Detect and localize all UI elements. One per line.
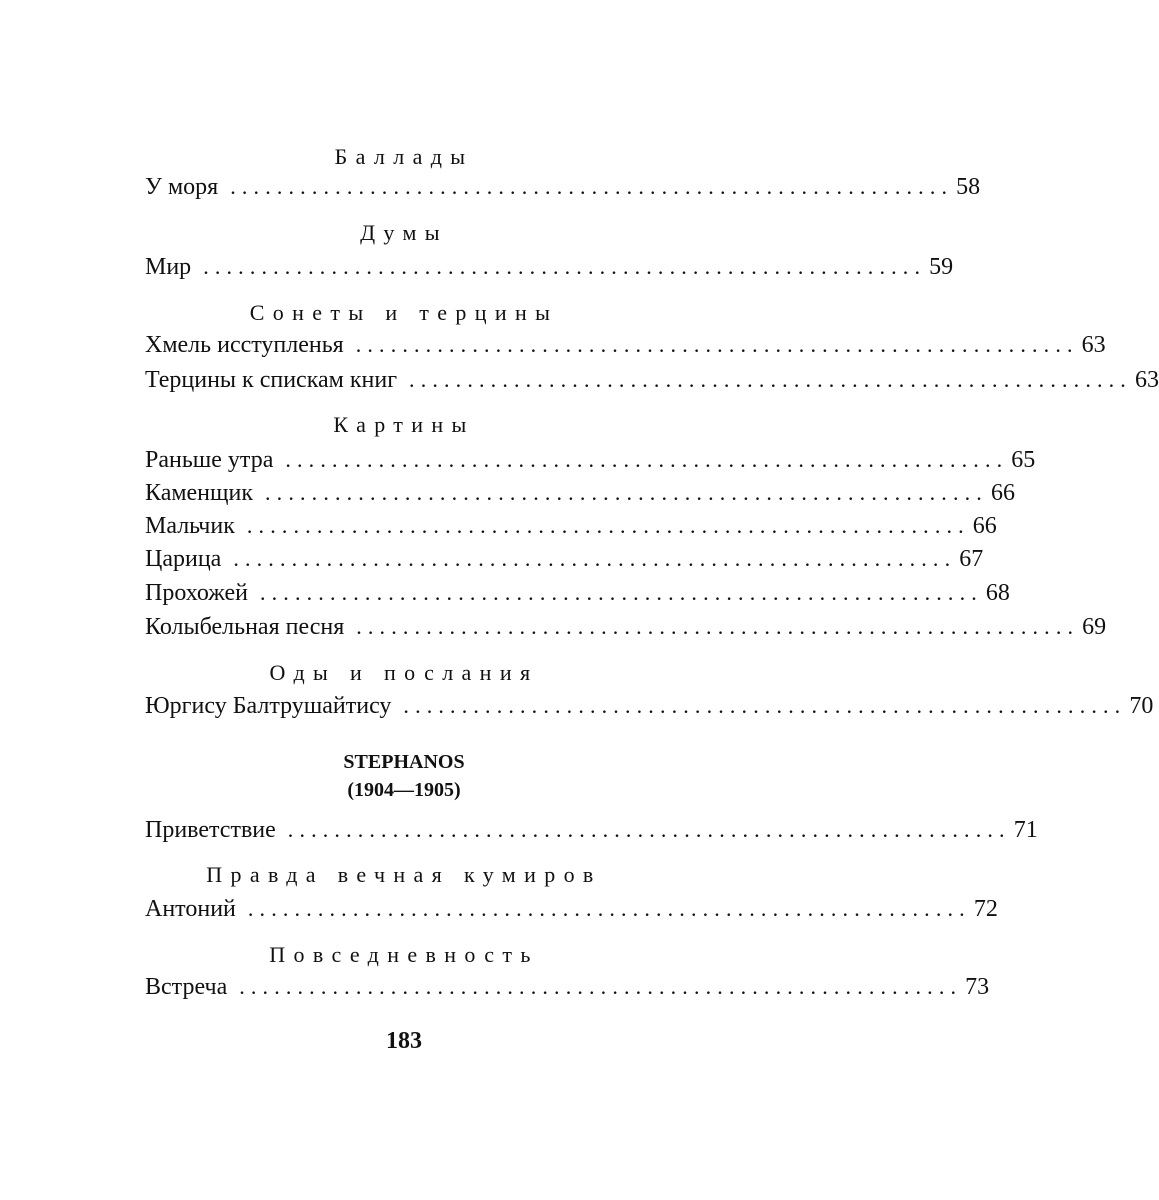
dot-leader: .............................................................. <box>287 817 1011 842</box>
dot-leader: .............................................................. <box>203 254 927 279</box>
entry-title: Антоний <box>145 896 236 922</box>
toc-entry[interactable] <box>145 614 1107 640</box>
entry-title: Приветствие <box>145 817 276 843</box>
entry-title: Встреча <box>145 974 228 1000</box>
toc-entry[interactable] <box>145 896 998 922</box>
entry-title: Терцины к спискам книг <box>145 367 398 393</box>
entry-page: 69 <box>1082 614 1107 640</box>
entry-title: У моря <box>145 174 219 200</box>
entry-page: 70 <box>1129 693 1154 719</box>
entry-title: Хмель исступленья <box>145 332 344 358</box>
entry-page: 66 <box>972 513 997 539</box>
dot-leader: .............................................................. <box>409 367 1132 392</box>
section-heading-truth: Правда вечная кумиров <box>206 862 602 887</box>
dot-leader: .............................................................. <box>239 974 963 999</box>
entry-page: 63 <box>1081 332 1106 358</box>
section-heading-odes: Оды и послания <box>269 660 539 685</box>
dot-leader: .............................................................. <box>403 693 1127 718</box>
section-heading-ballads: Баллады <box>334 144 474 169</box>
entry-title: Колыбельная песня <box>145 614 345 640</box>
section-heading-dumy: Думы <box>360 220 448 245</box>
entry-page: 58 <box>956 174 981 200</box>
entry-page: 73 <box>965 974 990 1000</box>
toc-entry[interactable] <box>145 367 1159 393</box>
toc-entry[interactable] <box>145 546 984 572</box>
section-heading-everyday: Повседневность <box>269 942 539 967</box>
entry-title: Мир <box>145 254 192 280</box>
entry-title: Юргису Балтрушайтису <box>145 693 392 719</box>
toc-entry[interactable] <box>145 817 1038 843</box>
book-title: STEPHANOS <box>343 751 465 773</box>
dot-leader: .............................................................. <box>259 580 983 605</box>
dot-leader: .............................................................. <box>355 332 1079 357</box>
entry-page: 71 <box>1013 817 1038 843</box>
dot-leader: .............................................................. <box>265 480 988 505</box>
dot-leader: .............................................................. <box>356 614 1080 639</box>
toc-entry[interactable] <box>145 513 997 539</box>
toc-entry[interactable] <box>145 693 1154 719</box>
toc-entry[interactable] <box>145 580 1010 606</box>
book-years: (1904—1905) <box>347 779 461 801</box>
toc-entry[interactable] <box>145 254 954 280</box>
entry-page: 67 <box>959 546 984 572</box>
entry-page: 66 <box>990 480 1015 506</box>
dot-leader: .............................................................. <box>246 513 970 538</box>
dot-leader: .............................................................. <box>233 546 957 571</box>
toc-entry[interactable] <box>145 332 1106 358</box>
toc-entry[interactable] <box>145 480 1015 506</box>
toc-entry[interactable] <box>145 447 1036 473</box>
entry-title: Каменщик <box>145 480 254 506</box>
toc-entry[interactable] <box>145 174 981 200</box>
page-number: 183 <box>386 1028 422 1054</box>
entry-page: 72 <box>973 896 998 922</box>
entry-page: 59 <box>929 254 954 280</box>
entry-page: 65 <box>1011 447 1036 473</box>
section-heading-sonnets: Сонеты и терцины <box>249 300 559 325</box>
entry-title: Мальчик <box>145 513 235 539</box>
entry-title: Раньше утра <box>145 447 274 473</box>
dot-leader: .............................................................. <box>247 896 971 921</box>
entry-title: Царица <box>145 546 222 572</box>
dot-leader: .............................................................. <box>285 447 1009 472</box>
entry-page: 68 <box>985 580 1010 606</box>
toc-entry[interactable] <box>145 974 990 1000</box>
entry-page: 63 <box>1134 367 1159 393</box>
entry-title: Прохожей <box>145 580 248 606</box>
dot-leader: .............................................................. <box>230 174 954 199</box>
section-heading-pictures: Картины <box>333 412 475 437</box>
